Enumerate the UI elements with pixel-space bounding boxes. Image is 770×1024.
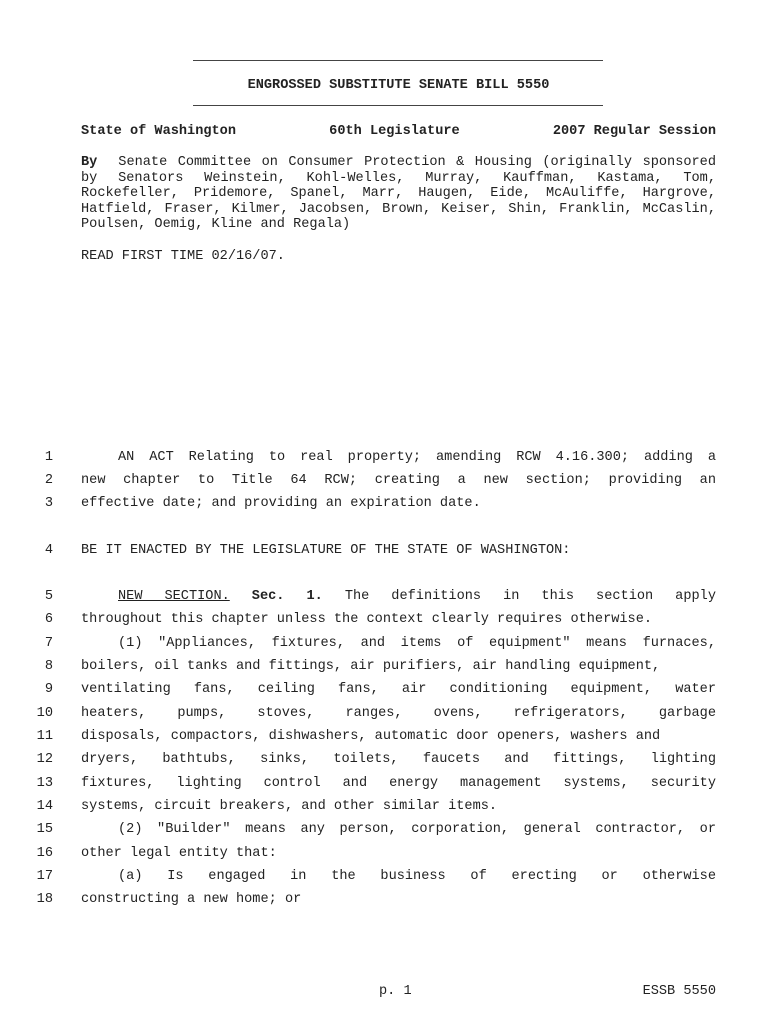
line-content: BE IT ENACTED BY THE LEGISLATURE OF THE STATE OF WASHINGTON: xyxy=(81,543,571,558)
bill-line xyxy=(0,706,716,724)
bill-line xyxy=(0,473,716,491)
line-number: 11 xyxy=(36,729,53,744)
line-text xyxy=(81,752,716,767)
read-first-time: READ FIRST TIME 02/16/07. xyxy=(81,249,285,264)
line-content: disposals, compactors, dishwashers, automatic door openers, washers and xyxy=(81,729,661,744)
bill-line xyxy=(0,636,716,654)
line-content: other legal entity that: xyxy=(81,846,277,861)
bill-line xyxy=(0,589,716,607)
bill-identifier: ESSB 5550 xyxy=(642,984,716,999)
line-text xyxy=(81,729,716,744)
line-content: heaters, pumps, stoves, ranges, ovens, refrigerators, garbage xyxy=(81,706,716,721)
bill-line xyxy=(0,682,716,700)
line-text xyxy=(81,682,716,697)
line-number: 17 xyxy=(36,869,53,884)
line-content: new chapter to Title 64 RCW; creating a new section; providing an xyxy=(81,473,716,488)
line-content: (1) "Appliances, fixtures, and items of equipment" means furnaces, xyxy=(118,636,716,651)
line-content: (a) Is engaged in the business of erecting or otherwise xyxy=(118,869,716,884)
title-rule-top xyxy=(193,60,603,61)
line-content: The definitions in this section apply xyxy=(344,589,716,604)
legislature-label: 60th Legislature xyxy=(329,124,460,139)
line-number: 10 xyxy=(36,706,53,721)
line-number: 5 xyxy=(44,589,53,604)
bill-title: ENGROSSED SUBSTITUTE SENATE BILL 5550 xyxy=(247,78,550,93)
line-text xyxy=(81,799,716,814)
line-number: 2 xyxy=(44,473,53,488)
bill-line xyxy=(0,659,716,677)
line-number: 7 xyxy=(44,636,53,651)
bill-line xyxy=(0,496,716,514)
line-number: 1 xyxy=(44,450,53,465)
line-number: 3 xyxy=(44,496,53,511)
line-content: constructing a new home; or xyxy=(81,892,302,907)
bill-line xyxy=(0,729,716,747)
line-content: effective date; and providing an expiration date. xyxy=(81,496,481,511)
line-number: 8 xyxy=(44,659,53,674)
line-number: 14 xyxy=(36,799,53,814)
line-content: fixtures, lighting control and energy management systems, security xyxy=(81,776,716,791)
title-rule-bottom xyxy=(193,105,603,106)
bill-line xyxy=(0,612,716,630)
line-text xyxy=(81,776,716,791)
line-number: 15 xyxy=(36,822,53,837)
bill-line xyxy=(0,450,716,468)
line-text xyxy=(81,543,716,558)
line-text xyxy=(81,846,716,861)
session-label: 2007 Regular Session xyxy=(552,124,716,139)
line-text xyxy=(81,496,716,511)
line-text xyxy=(81,473,716,488)
line-content: boilers, oil tanks and fittings, air purifiers, air handling equipment, xyxy=(81,659,661,674)
line-text xyxy=(81,869,716,884)
line-text xyxy=(81,822,716,837)
line-content: (2) "Builder" means any person, corporation, general contractor, or xyxy=(118,822,716,837)
line-text xyxy=(81,612,716,627)
bill-line xyxy=(0,892,716,910)
sponsors-text: Senate Committee on Consumer Protection & Housing (originally sponsored by Senators Weinstein, Kohl-Welles, Murray, Kauffman, Kastama, Tom, Rockefeller, Pridemore, Spanel, Marr, Haugen, Eide, McAuliffe, Hargrove, Hatfield, Fraser, Kilmer, Jacobsen, Brown, Keiser, Shin, Franklin, McCaslin, Poulsen, Oemig, Kline and Regala) xyxy=(81,155,716,232)
section-number: Sec. 1. xyxy=(251,589,323,604)
line-content: AN ACT Relating to real property; amending RCW 4.16.300; adding a xyxy=(118,450,716,465)
line-number: 4 xyxy=(44,543,53,558)
line-number: 12 xyxy=(36,752,53,767)
line-text xyxy=(81,636,716,651)
session-info xyxy=(81,124,716,139)
bill-line xyxy=(0,846,716,864)
line-content: ventilating fans, ceiling fans, air conditioning equipment, water xyxy=(81,682,716,697)
line-content: dryers, bathtubs, sinks, toilets, faucets and fittings, lighting xyxy=(81,752,716,767)
new-section-label: NEW SECTION. xyxy=(118,589,230,604)
line-number: 16 xyxy=(36,846,53,861)
by-label: By xyxy=(81,155,98,170)
bill-line xyxy=(0,776,716,794)
line-text xyxy=(81,659,716,674)
sponsors-block xyxy=(81,155,716,233)
line-number: 6 xyxy=(44,612,53,627)
line-number: 13 xyxy=(36,776,53,791)
line-text xyxy=(81,450,716,465)
bill-line xyxy=(0,752,716,770)
line-number: 9 xyxy=(44,682,53,697)
line-text xyxy=(81,892,716,907)
bill-line xyxy=(0,799,716,817)
line-text xyxy=(81,706,716,721)
line-content: systems, circuit breakers, and other similar items. xyxy=(81,799,498,814)
line-text xyxy=(81,589,716,604)
state-label: State of Washington xyxy=(81,124,236,139)
page-number: p. 1 xyxy=(379,984,412,999)
line-number: 18 xyxy=(36,892,53,907)
line-content: throughout this chapter unless the context clearly requires otherwise. xyxy=(81,612,653,627)
bill-line xyxy=(0,543,716,561)
bill-line xyxy=(0,822,716,840)
bill-line xyxy=(0,869,716,887)
